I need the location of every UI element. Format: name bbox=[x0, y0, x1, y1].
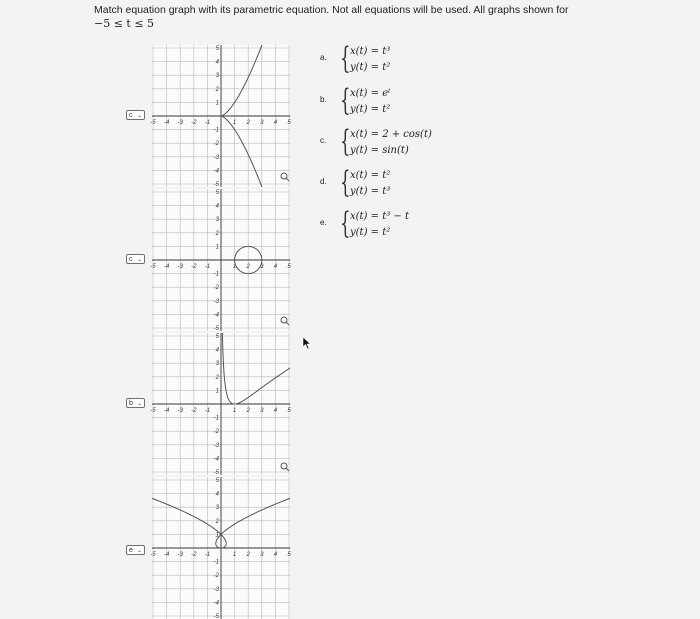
graph-1-plot bbox=[152, 45, 290, 187]
graph-3-plot bbox=[152, 333, 290, 475]
x-tick-label: -5 bbox=[150, 120, 156, 126]
y-tick-label: -4 bbox=[213, 600, 219, 607]
x-tick-label: -3 bbox=[177, 408, 183, 414]
y-tick-label: -2 bbox=[213, 573, 219, 580]
brace: { bbox=[340, 83, 351, 118]
y-tick-label: 4 bbox=[215, 59, 219, 66]
graph-3-selected-value: b bbox=[129, 400, 133, 407]
y-tick-label: 3 bbox=[215, 73, 219, 80]
graph-2-answer-select[interactable] bbox=[126, 254, 145, 264]
chevron-down-icon: ⌄ bbox=[136, 257, 142, 263]
y-tick-label: -4 bbox=[213, 312, 219, 319]
equation-y: y(t) = t² bbox=[350, 104, 391, 115]
x-tick-label: 4 bbox=[273, 408, 278, 414]
y-tick-label: -5 bbox=[213, 470, 219, 476]
x-tick-label: -4 bbox=[163, 120, 170, 126]
y-tick-label: 3 bbox=[215, 217, 219, 224]
graph-3 bbox=[152, 333, 290, 475]
x-tick-label: 3 bbox=[260, 264, 264, 270]
x-tick-label: 3 bbox=[260, 408, 264, 414]
graph-4-answer-select[interactable] bbox=[126, 545, 145, 555]
x-tick-label: -1 bbox=[204, 264, 211, 270]
equation-y: y(t) = t² bbox=[350, 227, 391, 238]
y-tick-label: 1 bbox=[215, 532, 219, 539]
equation-y: y(t) = sin(t) bbox=[350, 145, 409, 156]
graph-1-selected-value: c bbox=[129, 112, 133, 119]
x-tick-label: -5 bbox=[150, 264, 156, 270]
graph-2-selected-value: c bbox=[129, 256, 133, 263]
y-tick-label: -1 bbox=[213, 415, 219, 422]
y-tick-label: -3 bbox=[213, 586, 219, 593]
y-tick-label: 3 bbox=[215, 361, 219, 368]
graph-2 bbox=[152, 189, 290, 331]
y-tick-label: -5 bbox=[213, 614, 219, 619]
brace: { bbox=[340, 41, 351, 76]
y-tick-label: -2 bbox=[213, 429, 219, 436]
graph-2-plot bbox=[152, 189, 290, 331]
brace: { bbox=[340, 165, 351, 200]
x-tick-label: -5 bbox=[150, 408, 156, 414]
y-tick-label: -2 bbox=[213, 285, 219, 292]
y-tick-label: -1 bbox=[213, 127, 219, 134]
x-tick-label: -3 bbox=[177, 264, 183, 270]
x-tick-label: 1 bbox=[232, 552, 237, 558]
x-tick-label: -1 bbox=[204, 552, 211, 558]
y-tick-label: -4 bbox=[213, 456, 219, 463]
x-tick-label: 4 bbox=[273, 552, 278, 558]
magnifier-icon[interactable] bbox=[280, 316, 290, 326]
equation-letter: e. bbox=[320, 218, 327, 227]
equation-y: y(t) = t³ bbox=[350, 186, 391, 197]
x-tick-label: -2 bbox=[191, 120, 197, 126]
x-tick-label: -4 bbox=[163, 264, 170, 270]
mouse-pointer-icon bbox=[302, 336, 312, 350]
y-tick-label: 5 bbox=[215, 190, 219, 196]
x-tick-label: 2 bbox=[246, 264, 250, 270]
x-tick-label: -1 bbox=[204, 120, 211, 126]
x-tick-label: 5 bbox=[287, 552, 291, 558]
x-tick-label: 2 bbox=[246, 120, 250, 126]
y-tick-label: 5 bbox=[215, 334, 219, 340]
y-tick-label: -2 bbox=[213, 141, 219, 148]
equation-letter: b. bbox=[320, 95, 327, 104]
brace: { bbox=[340, 206, 351, 241]
x-tick-label: 3 bbox=[260, 552, 264, 558]
magnifier-icon[interactable] bbox=[280, 172, 290, 182]
equation-x: x(t) = t² bbox=[350, 170, 391, 181]
chevron-down-icon: ⌄ bbox=[136, 548, 142, 554]
x-tick-label: -3 bbox=[177, 552, 183, 558]
x-tick-label: 4 bbox=[273, 120, 278, 126]
y-tick-label: 1 bbox=[215, 100, 219, 107]
x-tick-label: -4 bbox=[163, 408, 170, 414]
x-tick-label: -5 bbox=[150, 552, 156, 558]
y-tick-label: -3 bbox=[213, 442, 219, 449]
y-tick-label: 1 bbox=[215, 244, 219, 251]
y-tick-label: -5 bbox=[213, 182, 219, 188]
y-tick-label: -1 bbox=[213, 559, 219, 566]
x-tick-label: 5 bbox=[287, 408, 291, 414]
y-tick-label: 2 bbox=[215, 230, 219, 237]
y-tick-label: -1 bbox=[213, 271, 219, 278]
graph-1 bbox=[152, 45, 290, 187]
y-tick-label: 4 bbox=[215, 347, 219, 354]
x-tick-label: -1 bbox=[204, 408, 211, 414]
graph-4-plot bbox=[152, 477, 290, 619]
y-tick-label: 5 bbox=[215, 478, 219, 484]
x-tick-label: -2 bbox=[191, 552, 197, 558]
brace: { bbox=[340, 124, 351, 159]
chevron-down-icon: ⌄ bbox=[136, 401, 142, 407]
y-tick-label: 4 bbox=[215, 491, 219, 498]
y-tick-label: 2 bbox=[215, 518, 219, 525]
x-tick-label: 4 bbox=[273, 264, 278, 270]
y-tick-label: -3 bbox=[213, 154, 219, 161]
x-tick-label: 2 bbox=[246, 552, 250, 558]
x-tick-label: 1 bbox=[232, 408, 237, 414]
y-tick-label: 2 bbox=[215, 86, 219, 93]
y-tick-label: 4 bbox=[215, 203, 219, 210]
x-tick-label: 1 bbox=[232, 120, 237, 126]
y-tick-label: -3 bbox=[213, 298, 219, 305]
y-tick-label: -5 bbox=[213, 326, 219, 332]
x-tick-label: -2 bbox=[191, 264, 197, 270]
equation-y: y(t) = t² bbox=[350, 62, 391, 73]
y-tick-label: 3 bbox=[215, 505, 219, 512]
prompt-text: Match equation graph with its parametric equation. Not all equations will be used. All graphs shown for bbox=[94, 4, 569, 16]
equation-x: x(t) = eᵗ bbox=[350, 88, 391, 99]
y-tick-label: 5 bbox=[215, 46, 219, 52]
graph-1-answer-select[interactable] bbox=[126, 110, 145, 120]
x-tick-label: -4 bbox=[163, 552, 170, 558]
equation-letter: c. bbox=[320, 136, 327, 145]
equation-x: x(t) = t³ bbox=[350, 46, 391, 57]
x-tick-label: 5 bbox=[287, 120, 291, 126]
graph-3-answer-select[interactable] bbox=[126, 398, 145, 408]
equation-x: x(t) = t³ − t bbox=[350, 211, 409, 222]
equation-letter: a. bbox=[320, 53, 327, 62]
chevron-down-icon: ⌄ bbox=[136, 113, 142, 119]
x-tick-label: 3 bbox=[260, 120, 264, 126]
prompt-range: −5 ≤ t ≤ 5 bbox=[94, 17, 155, 30]
graph-4-selected-value: e bbox=[129, 547, 133, 554]
x-tick-label: 5 bbox=[287, 264, 291, 270]
graph-4 bbox=[152, 477, 290, 619]
x-tick-label: 1 bbox=[232, 264, 237, 270]
x-tick-label: -2 bbox=[191, 408, 197, 414]
y-tick-label: -4 bbox=[213, 168, 219, 175]
x-tick-label: -3 bbox=[177, 120, 183, 126]
question-prompt bbox=[94, 4, 654, 31]
x-tick-label: 2 bbox=[246, 408, 250, 414]
y-tick-label: 2 bbox=[215, 374, 219, 381]
magnifier-icon[interactable] bbox=[280, 462, 290, 472]
equation-letter: d. bbox=[320, 177, 327, 186]
y-tick-label: 1 bbox=[215, 388, 219, 395]
equation-x: x(t) = 2 + cos(t) bbox=[350, 129, 432, 140]
